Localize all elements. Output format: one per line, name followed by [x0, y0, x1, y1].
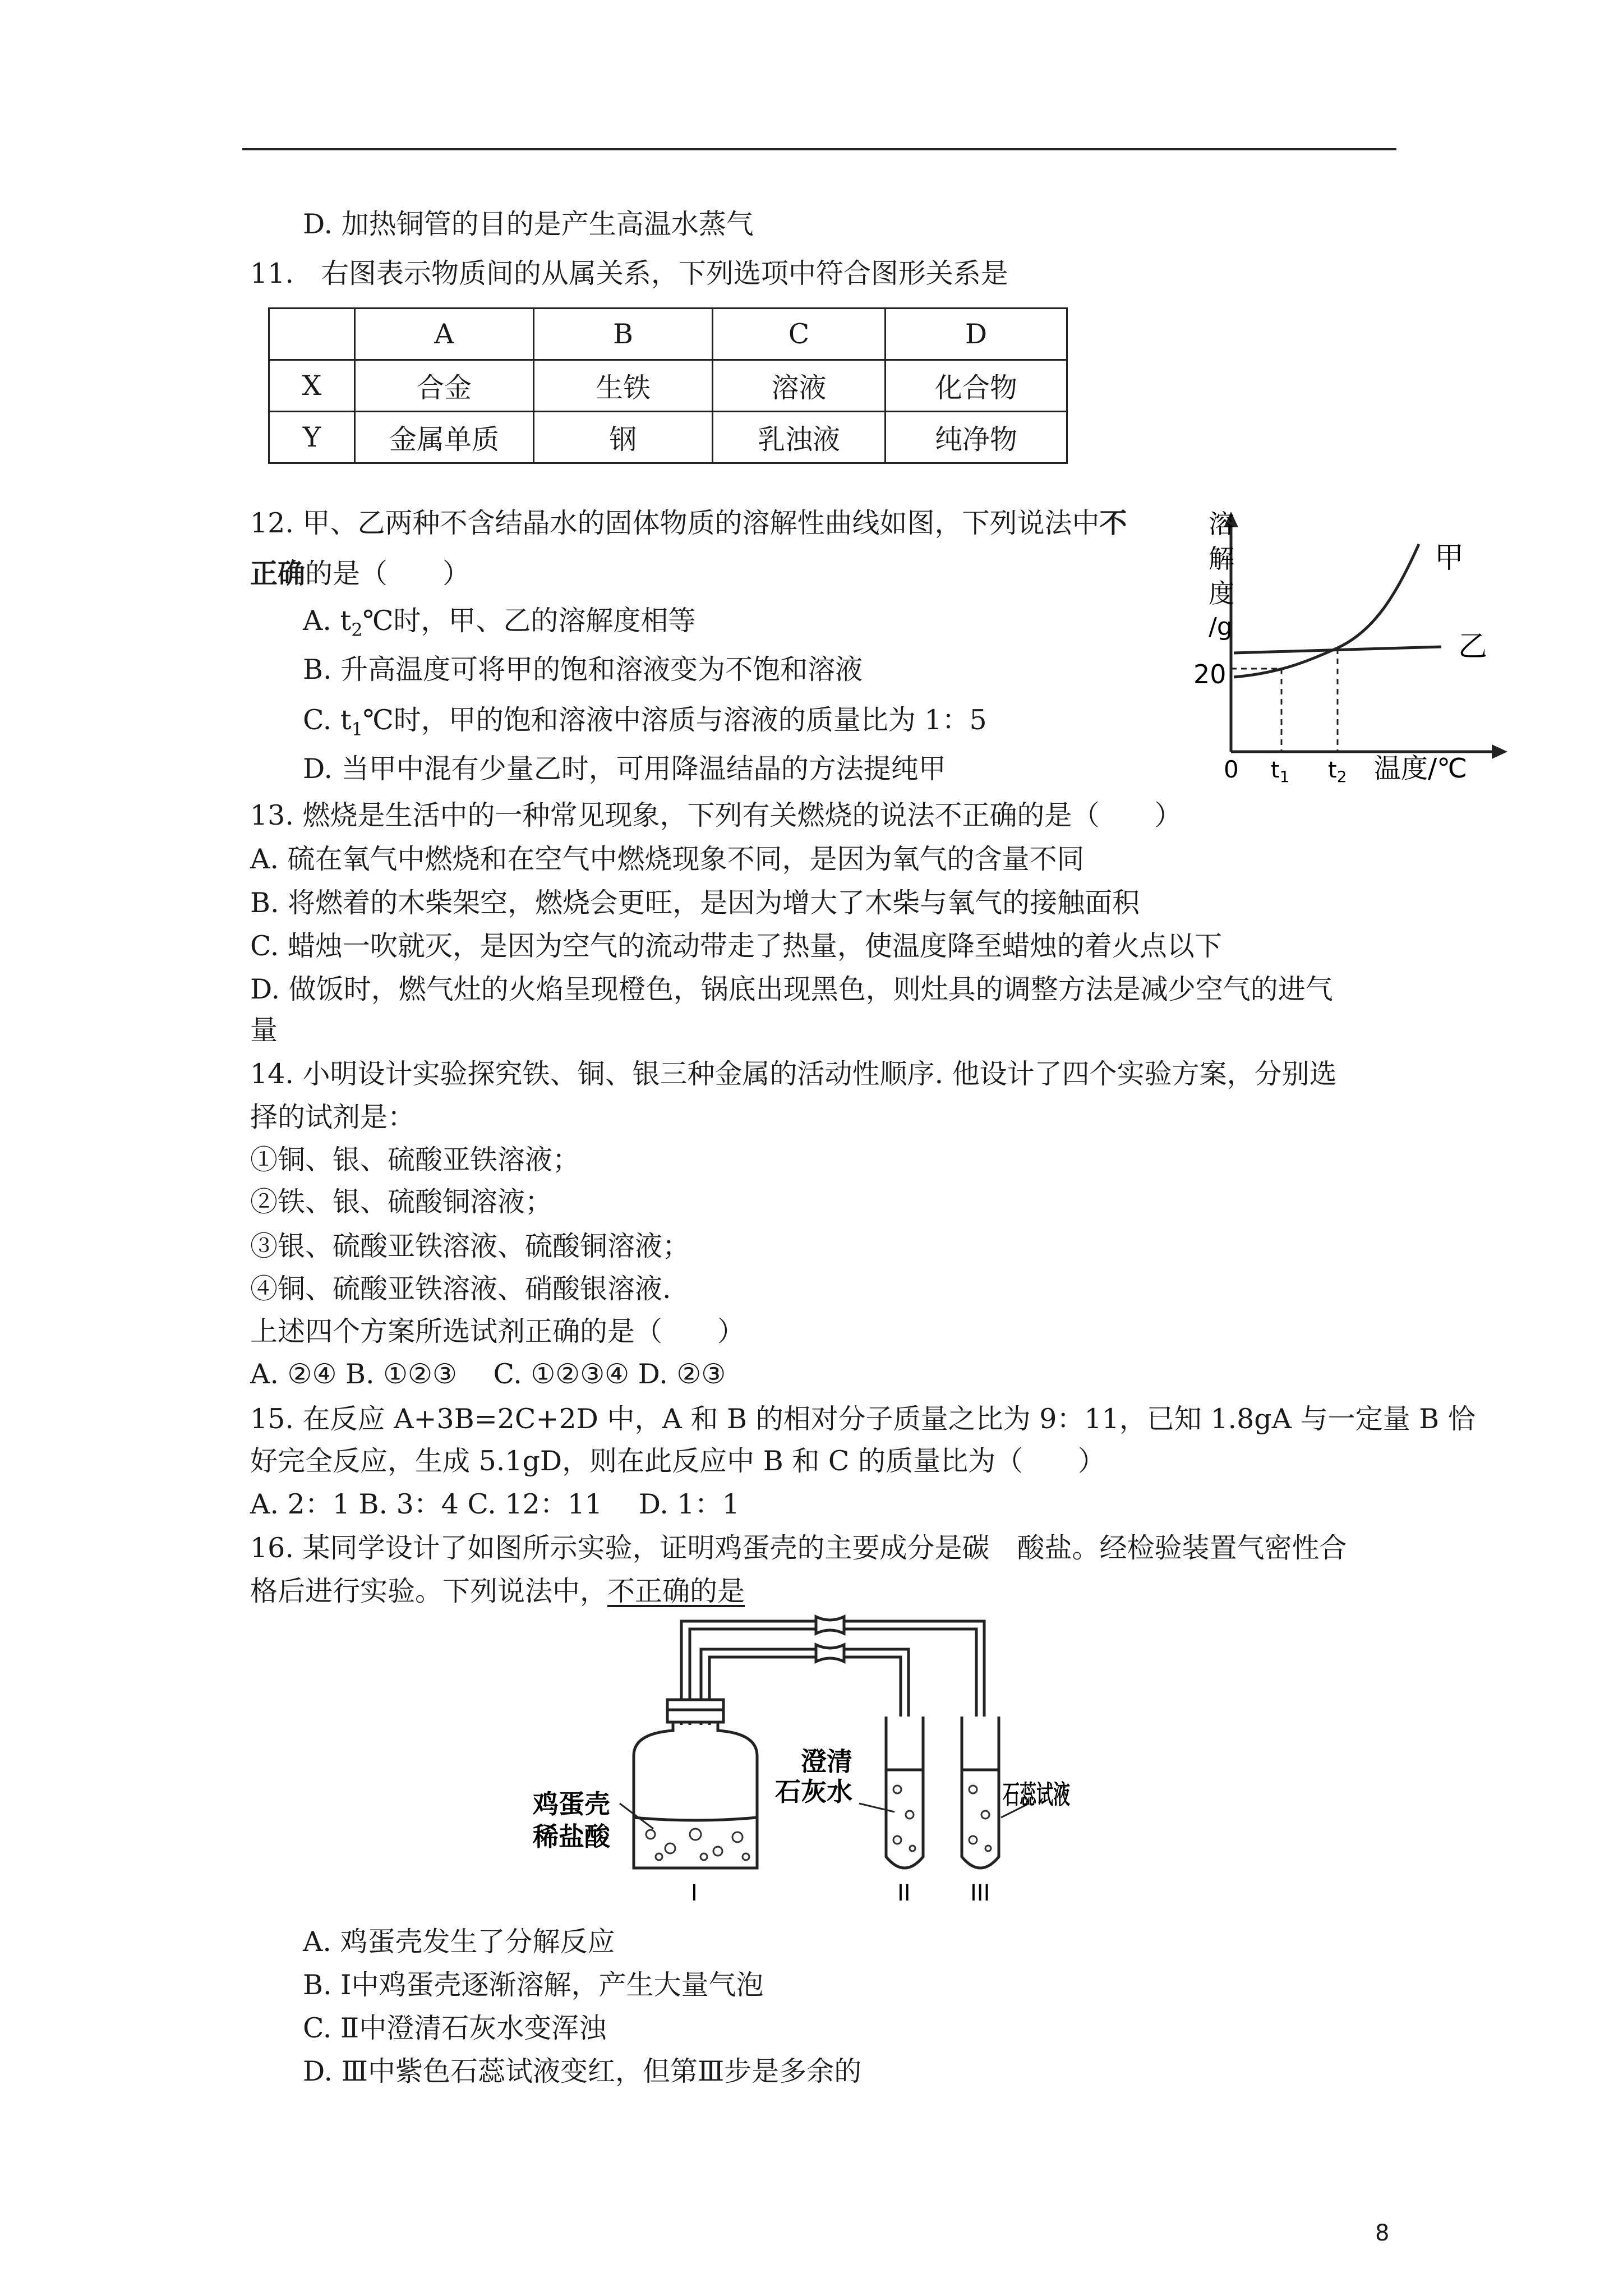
table-cell: 合金	[355, 360, 534, 412]
q12-option-c	[303, 702, 987, 747]
q13-option-a: A. 硫在氧气中燃烧和在空气中燃烧现象不同，是因为氧气的含量不同	[250, 843, 1085, 875]
q11-stem: 11. 右图表示物质间的从属关系，下列选项中符合图形关系是	[250, 257, 1008, 289]
y-axis-label-2: 解	[1209, 544, 1234, 574]
table-cell	[269, 309, 355, 360]
table-cell: B	[534, 309, 713, 360]
q14-stem-line2: 择的试剂是：	[250, 1101, 416, 1133]
label-II: II	[897, 1880, 911, 1906]
q16-stem-line2	[250, 1573, 745, 1609]
q15-stem-line1: 15. 在反应 A+3B=2C+2D 中，A 和 B 的相对分子质量之比为 9：11，已知 1.8gA 与一定量 B 恰	[250, 1403, 1476, 1435]
label-egg-shell: 鸡蛋壳	[533, 1789, 610, 1819]
q12-a-text-2: ℃时，甲、乙的溶解度相等	[362, 605, 696, 637]
bubble	[656, 1853, 662, 1860]
rubber-connector-top	[816, 1617, 844, 1634]
q12-stem-line2	[250, 555, 470, 592]
header-rule	[242, 148, 1396, 150]
q12-stem-emphasis: 不	[1099, 507, 1127, 539]
table-cell: 金属单质	[355, 412, 534, 463]
label-litmus: 石蕊试液	[1003, 1779, 1070, 1810]
table-cell: 钢	[534, 412, 713, 463]
table-cell: 化合物	[886, 360, 1067, 412]
q12-option-b: B. 升高温度可将甲的饱和溶液变为不饱和溶液	[303, 654, 863, 685]
q12-option-a	[303, 603, 695, 648]
q16-option-d: D. Ⅲ中紫色石蕊试液变红，但第Ⅲ步是多余的	[303, 2055, 862, 2087]
q12-a-sub: 2	[351, 619, 363, 641]
q16-option-c: C. Ⅱ中澄清石灰水变浑浊	[303, 2012, 607, 2044]
x-axis-arrow	[1492, 744, 1507, 759]
delivery-tube-outer	[681, 1621, 984, 1725]
table-cell: 生铁	[534, 360, 713, 412]
bubble	[732, 1832, 743, 1842]
q12-c-text-2: ℃时，甲的饱和溶液中溶质与溶液的质量比为 1：5	[362, 704, 987, 736]
q12-stem-emphasis-2: 正确	[250, 557, 306, 590]
apparatus-figure	[533, 1610, 1071, 1913]
q14-stem-line1: 14. 小明设计实验探究铁、铜、银三种金属的活动性顺序. 他设计了四个实验方案，分别选	[250, 1058, 1337, 1090]
label-dilute-hcl: 稀盐酸	[533, 1821, 610, 1852]
q12-c-text: C. t	[303, 704, 352, 736]
q14-scheme-2: ②铁、银、硫酸铜溶液；	[250, 1186, 553, 1218]
q12-c-sub: 1	[351, 718, 363, 740]
label-limewater-2: 石灰水	[775, 1777, 852, 1807]
bubble	[690, 1829, 701, 1840]
table-cell: Y	[269, 412, 355, 463]
series-jia-curve	[1234, 544, 1419, 677]
series-label-yi: 乙	[1458, 630, 1488, 664]
q14-choices: A. ②④ B. ①②③ C. ①②③④ D. ②③	[250, 1358, 726, 1390]
table-header-row	[269, 309, 1067, 360]
test-tube-III	[962, 1717, 999, 1868]
q11-options-table	[268, 307, 1068, 464]
q12-stem-text-2: 的是（ ）	[305, 558, 471, 590]
q13-stem: 13. 燃烧是生活中的一种常见现象，下列有关燃烧的说法不正确的是（ ）	[250, 799, 1182, 831]
q16-stem-line1: 16. 某同学设计了如图所示实验，证明鸡蛋壳的主要成分是碳 酸盐。经检验装置气密性合	[250, 1532, 1347, 1564]
page-number: 8	[1375, 2220, 1390, 2246]
origin-label: 0	[1224, 756, 1239, 783]
rubber-connector-bottom	[816, 1645, 844, 1662]
label-limewater-1: 澄清	[801, 1746, 852, 1777]
q10-option-d: D. 加热铜管的目的是产生高温水蒸气	[303, 208, 754, 240]
q13-option-d: D. 做饭时，燃气灶的火焰呈现橙色，锅底出现黑色，则灶具的调整方法是减少空气的进气	[250, 973, 1333, 1005]
q14-scheme-1: ①铜、银、硫酸亚铁溶液；	[250, 1144, 580, 1176]
q12-stem-text: 12. 甲、乙两种不含结晶水的固体物质的溶解性曲线如图，下列说法中	[250, 507, 1100, 539]
q13-option-c: C. 蜡烛一吹就灭，是因为空气的流动带走了热量，使温度降至蜡烛的着火点以下	[250, 930, 1222, 962]
table-cell: D	[886, 309, 1067, 360]
q16-stem-text: 格后进行实验。下列说法中，	[250, 1575, 608, 1607]
q15-stem-line2: 好完全反应，生成 5.1gD，则在此反应中 B 和 C 的质量比为（ ）	[250, 1445, 1105, 1477]
x-axis-label: 温度/℃	[1374, 753, 1468, 784]
q14-scheme-4: ④铜、硫酸亚铁溶液、硝酸银溶液.	[250, 1273, 671, 1305]
q12-stem-line1	[250, 505, 1127, 541]
bubble	[700, 1853, 707, 1860]
table-cell: 乳浊液	[713, 412, 886, 463]
y-axis-label-4: /g	[1209, 613, 1233, 641]
q16-option-a: A. 鸡蛋壳发生了分解反应	[303, 1926, 615, 1958]
table-cell: X	[269, 360, 355, 412]
q15-choices: A. 2：1 B. 3：4 C. 12：11 D. 1：1	[250, 1488, 740, 1520]
q12-option-d: D. 当甲中混有少量乙时，可用降温结晶的方法提纯甲	[303, 753, 946, 785]
q14-question: 上述四个方案所选试剂正确的是（ ）	[250, 1315, 745, 1347]
q13-option-b: B. 将燃着的木柴架空，燃烧会更旺，是因为增大了木柴与氧气的接触面积	[250, 887, 1140, 919]
label-III: III	[970, 1880, 990, 1906]
bubble	[665, 1843, 675, 1853]
table-cell: A	[355, 309, 534, 360]
q13-option-d-cont: 量	[250, 1014, 278, 1046]
bottle-I	[634, 1722, 757, 1868]
table-cell: 溶液	[713, 360, 886, 412]
table-cell: C	[713, 309, 886, 360]
table-row	[269, 360, 1067, 412]
table-cell: 纯净物	[886, 412, 1067, 463]
table-row	[269, 412, 1067, 463]
bubble	[743, 1853, 749, 1860]
solubility-chart	[1178, 505, 1514, 786]
y-axis-label-3: 度	[1209, 578, 1234, 609]
q16-option-b: B. Ⅰ中鸡蛋壳逐渐溶解，产生大量气泡	[303, 1969, 764, 2001]
y-tick-label-20: 20	[1193, 659, 1227, 689]
delivery-tube-inner	[701, 1649, 909, 1725]
test-tube-II	[886, 1717, 923, 1868]
bubble	[646, 1830, 655, 1839]
q12-a-text: A. t	[303, 605, 352, 637]
series-label-jia: 甲	[1435, 541, 1464, 575]
x-tick-label-t1: $t_1$	[1271, 757, 1290, 786]
q16-stem-underlined: 不正确的是	[607, 1575, 745, 1607]
y-axis-label-1: 溶	[1209, 509, 1234, 539]
bubble	[713, 1847, 722, 1856]
x-tick-label-t2: $t_2$	[1328, 757, 1347, 786]
label-I: I	[691, 1880, 698, 1906]
q14-scheme-3: ③银、硫酸亚铁溶液、硫酸铜溶液；	[250, 1230, 690, 1262]
